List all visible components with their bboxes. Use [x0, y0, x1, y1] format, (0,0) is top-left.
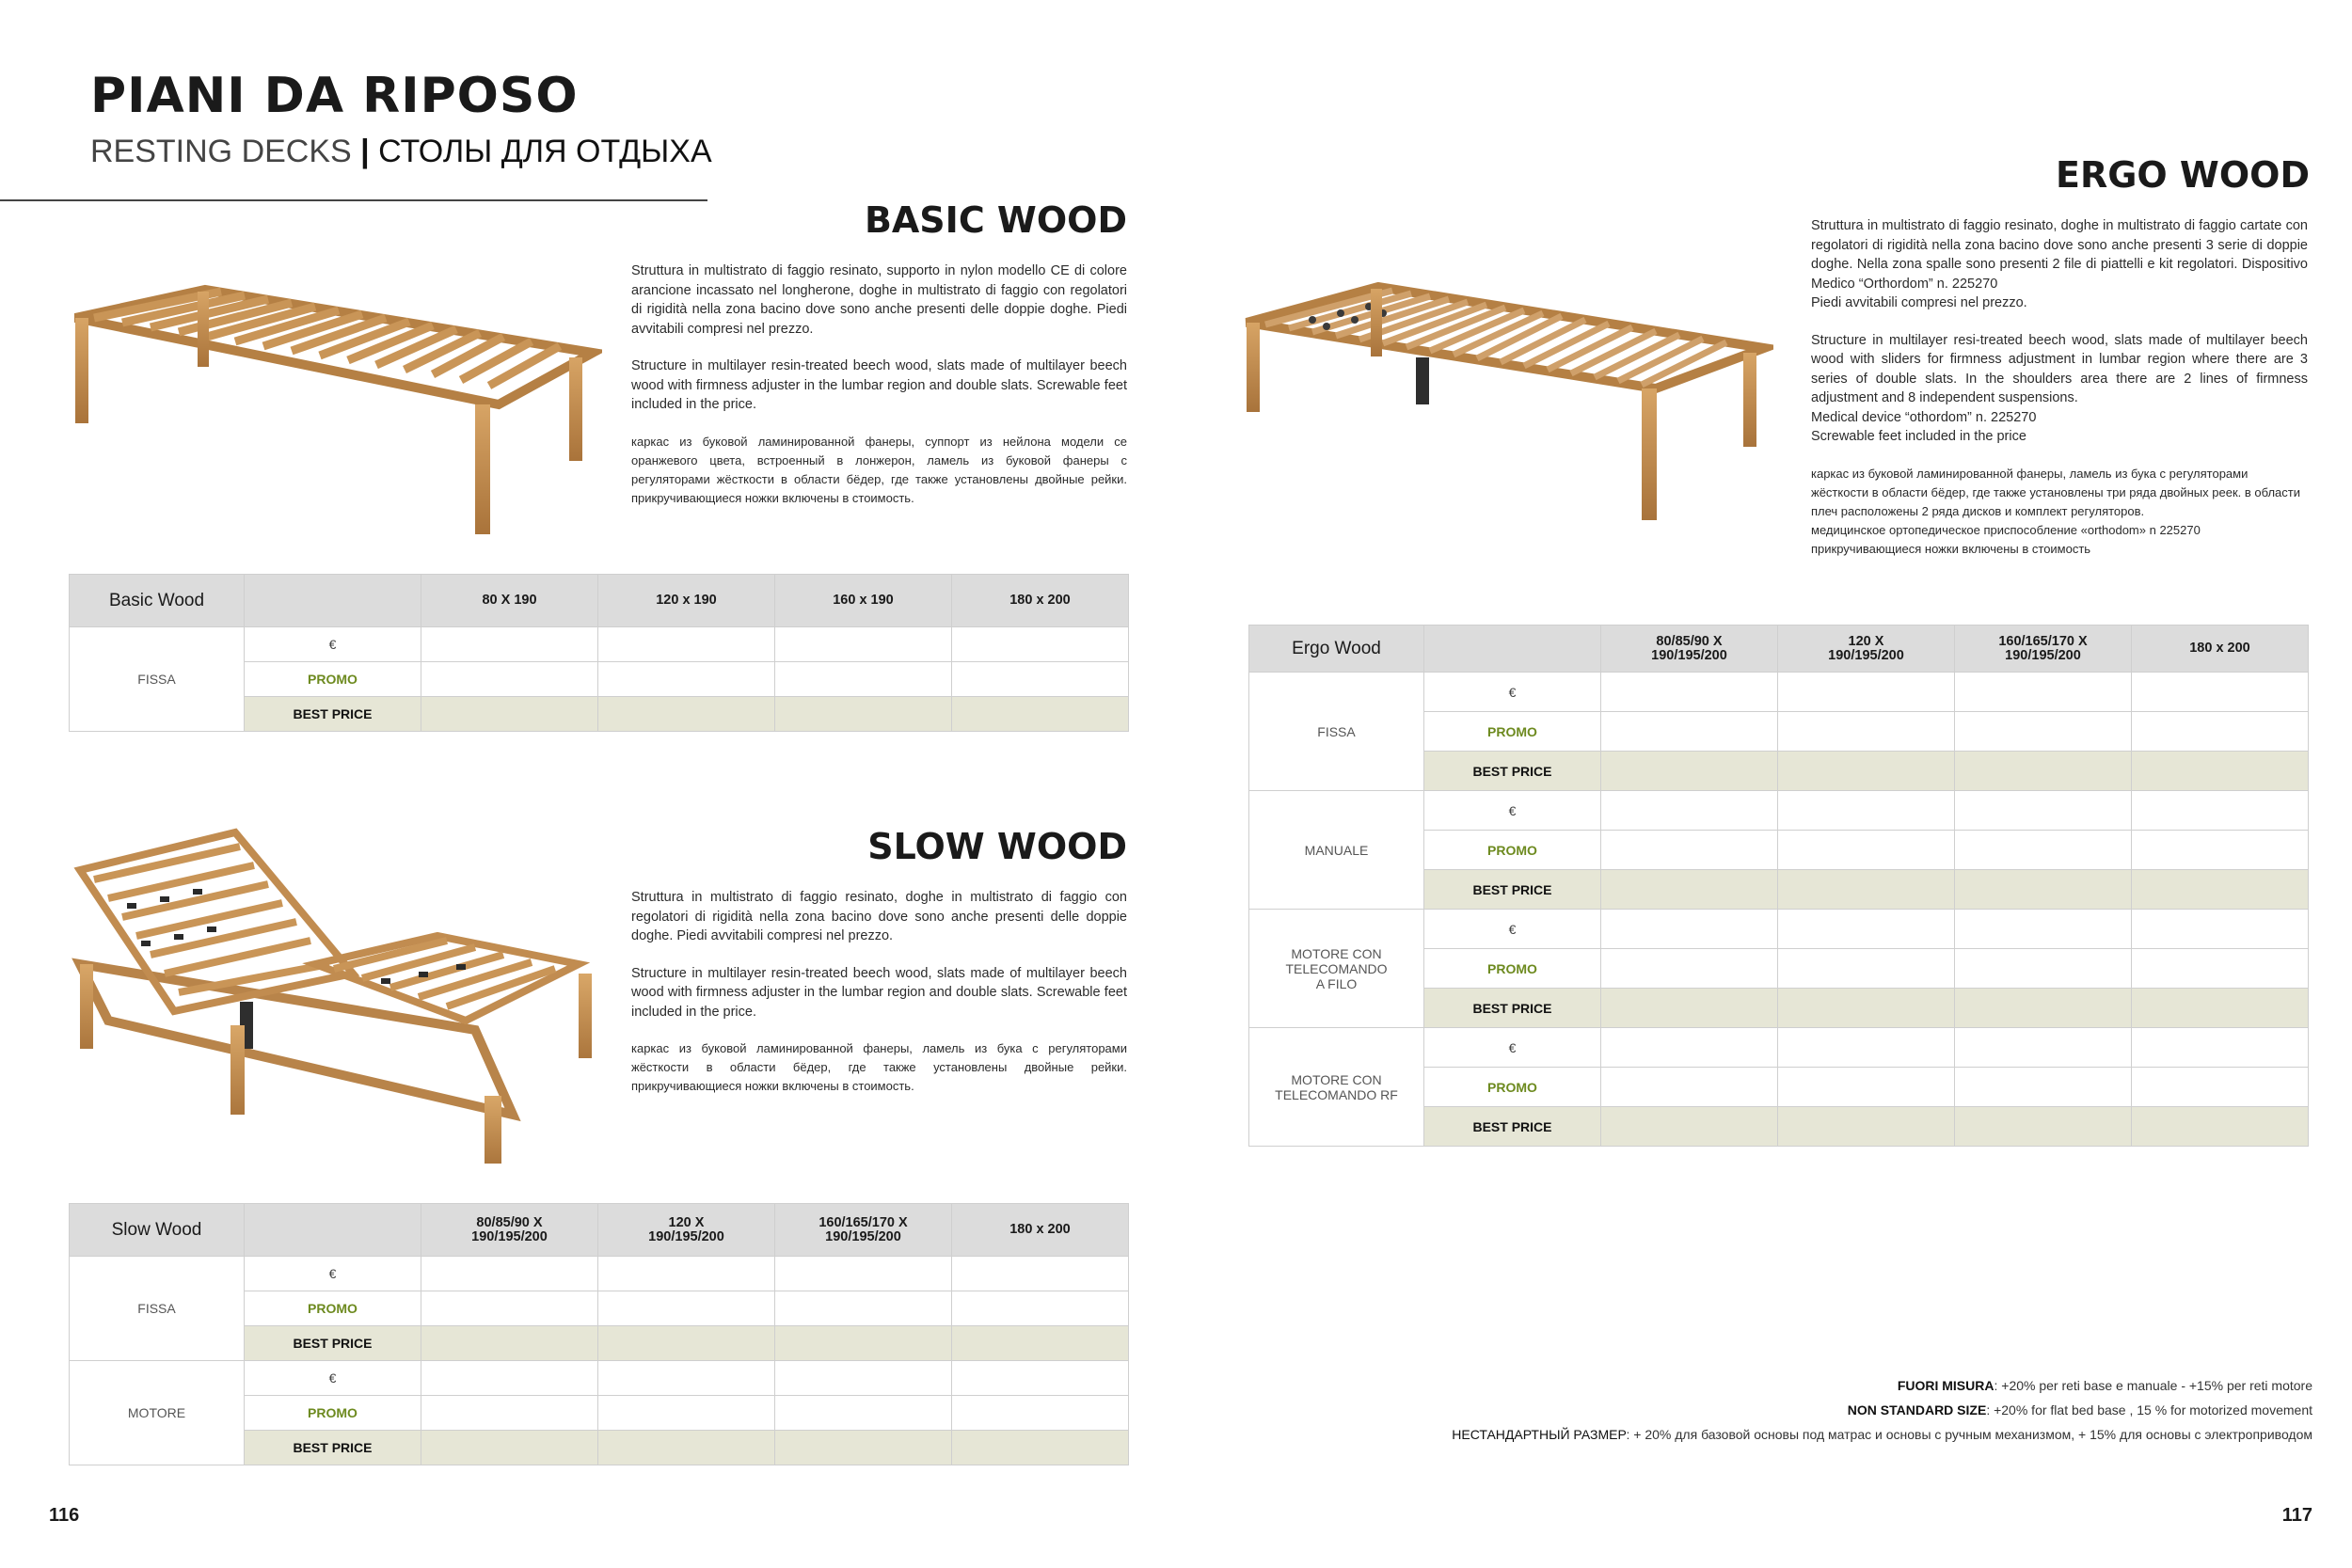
slow-wood-bed-image	[71, 823, 602, 1171]
table-name: Basic Wood	[70, 575, 245, 627]
table-name: Slow Wood	[70, 1204, 245, 1257]
variant-label: MOTORE CON TELECOMANDO RF	[1249, 1028, 1424, 1147]
size-header: 80/85/90 X 190/195/200	[421, 1204, 598, 1257]
table-header-blank	[245, 575, 421, 627]
table-name: Ergo Wood	[1249, 626, 1424, 673]
price-label-promo: PROMO	[1424, 949, 1601, 989]
note-line	[1278, 1373, 2312, 1398]
price-cell	[1778, 791, 1955, 831]
price-cell	[421, 1257, 598, 1291]
basic-wood-bed-image	[56, 263, 602, 546]
price-cell	[1955, 1107, 2132, 1147]
price-label-best: BEST PRICE	[245, 697, 421, 732]
size-header: 160/165/170 X 190/195/200	[1955, 626, 2132, 673]
price-cell	[598, 1326, 775, 1361]
price-label-best: BEST PRICE	[1424, 752, 1601, 791]
price-cell	[1778, 870, 1955, 910]
slow-desc-it: Struttura in multistrato di faggio resinato, doghe in multistrato di faggio con regolatori di rigidità nella zona bacino dove sono anche presenti delle doppie doghe. Piedi avvitabili compresi nel prezzo.	[631, 890, 1127, 943]
variant-label: MOTORE CON TELECOMANDO A FILO	[1249, 910, 1424, 1028]
size-header: 120 x 190	[598, 575, 775, 627]
price-cell	[952, 1257, 1129, 1291]
price-label-euro: €	[245, 1361, 421, 1396]
size-header: 180 x 200	[2132, 626, 2309, 673]
price-label-promo: PROMO	[245, 662, 421, 697]
price-cell	[2132, 989, 2309, 1028]
note-label: НЕСТАНДАРТНЫЙ РАЗМЕР	[1452, 1427, 1627, 1442]
price-label-euro: €	[1424, 910, 1601, 949]
price-cell	[775, 697, 952, 732]
ergo-wood-description	[1811, 216, 2308, 577]
price-cell	[1601, 712, 1778, 752]
price-cell	[775, 1291, 952, 1326]
price-cell	[2132, 712, 2309, 752]
price-cell	[1955, 1068, 2132, 1107]
price-cell	[598, 662, 775, 697]
price-cell	[952, 697, 1129, 732]
size-header: 160 x 190	[775, 575, 952, 627]
price-label-best: BEST PRICE	[1424, 870, 1601, 910]
size-header: 160/165/170 X 190/195/200	[775, 1204, 952, 1257]
price-cell	[421, 697, 598, 732]
price-cell	[952, 1431, 1129, 1465]
price-cell	[952, 627, 1129, 662]
price-cell	[1955, 1028, 2132, 1068]
table-header-blank	[1424, 626, 1601, 673]
ergo-desc-en: Structure in multilayer resi-treated beech wood, slats made of multilayer beech wood with sliders for firmness adjustment in lumbar region where there are 3 series of double slats. In the shoulders area there are 2 lines of firmness adjustment and 8 independent suspensions. Medical device “othordom” n. 225270 Screwable feet included in the price	[1811, 332, 2308, 444]
price-cell	[2132, 949, 2309, 989]
price-cell	[2132, 1107, 2309, 1147]
price-cell	[421, 1396, 598, 1431]
ergo-wood-title: ERGO WOOD	[2055, 154, 2310, 196]
price-cell	[1601, 949, 1778, 989]
note-line	[1278, 1398, 2312, 1422]
price-cell	[952, 1361, 1129, 1396]
note-text: : +20% for flat bed base , 15 % for motorized movement	[1986, 1402, 2312, 1418]
price-cell	[1601, 989, 1778, 1028]
price-cell	[1778, 989, 1955, 1028]
price-cell	[598, 1396, 775, 1431]
price-cell	[2132, 673, 2309, 712]
price-cell	[1955, 831, 2132, 870]
price-cell	[1778, 673, 1955, 712]
price-cell	[1955, 752, 2132, 791]
price-cell	[1601, 870, 1778, 910]
price-cell	[1601, 1028, 1778, 1068]
price-cell	[1601, 910, 1778, 949]
variant-label: FISSA	[1249, 673, 1424, 791]
price-cell	[598, 1291, 775, 1326]
table-header-blank	[245, 1204, 421, 1257]
price-cell	[952, 1291, 1129, 1326]
price-cell	[598, 1361, 775, 1396]
price-cell	[1778, 949, 1955, 989]
price-cell	[1601, 673, 1778, 712]
price-cell	[1601, 791, 1778, 831]
basic-wood-price-table	[69, 574, 1129, 732]
ergo-desc-ru: каркас из буковой ламинированной фанеры, ламель из бука с регуляторами жёсткости в области бёдер, где также установлены три ряда двойных реек. в области плеч расположены 2 ряда дисков и комплект регуляторов. медицинское ортопедическое приспособление «orthodom» n 225270 прикручивающиеся ножки включены в стоимость	[1811, 466, 2300, 556]
price-cell	[1955, 870, 2132, 910]
price-cell	[1955, 712, 2132, 752]
price-cell	[1778, 910, 1955, 949]
price-cell	[1778, 712, 1955, 752]
price-cell	[1955, 949, 2132, 989]
slow-wood-price-table	[69, 1203, 1129, 1465]
price-label-best: BEST PRICE	[1424, 1107, 1601, 1147]
price-cell	[1955, 910, 2132, 949]
price-cell	[1601, 1107, 1778, 1147]
price-label-best: BEST PRICE	[245, 1431, 421, 1465]
size-header: 80 X 190	[421, 575, 598, 627]
ergo-desc-it: Struttura in multistrato di faggio resinato, doghe in multistrato di faggio cartate con regolatori di rigidità nella zona bacino dove sono anche presenti 3 serie di doppie doghe. Nella zona spalle sono presenti 2 file di piattelli e kit regolatori. Dispositivo Medico “Orthordom” n. 225270 Piedi avvitabili compresi nel prezzo.	[1811, 218, 2308, 310]
price-cell	[421, 1326, 598, 1361]
slow-wood-description	[631, 888, 1127, 1114]
price-cell	[1778, 1068, 1955, 1107]
price-cell	[775, 1361, 952, 1396]
price-cell	[1601, 752, 1778, 791]
price-cell	[421, 1361, 598, 1396]
price-label-promo: PROMO	[245, 1291, 421, 1326]
size-header: 120 X 190/195/200	[1778, 626, 1955, 673]
price-cell	[598, 697, 775, 732]
size-surcharge-notes	[1278, 1373, 2312, 1447]
page-subtitle	[90, 134, 712, 170]
price-cell	[775, 627, 952, 662]
note-text: : + 20% для базовой основы под матрас и основы с ручным механизмом, + 15% для основы с электроприводом	[1626, 1427, 2312, 1442]
page-number-left: 116	[49, 1505, 80, 1526]
price-label-euro: €	[1424, 673, 1601, 712]
price-cell	[2132, 1028, 2309, 1068]
price-cell	[2132, 791, 2309, 831]
price-cell	[421, 1291, 598, 1326]
variant-label: MOTORE	[70, 1361, 245, 1465]
price-label-euro: €	[245, 627, 421, 662]
price-label-best: BEST PRICE	[1424, 989, 1601, 1028]
price-cell	[598, 1257, 775, 1291]
basic-wood-description	[631, 261, 1127, 526]
price-cell	[1955, 673, 2132, 712]
basic-wood-title: BASIC WOOD	[864, 199, 1127, 241]
price-cell	[2132, 752, 2309, 791]
price-label-best: BEST PRICE	[245, 1326, 421, 1361]
basic-desc-it: Struttura in multistrato di faggio resinato, supporto in nylon modello CE di colore arancione incassato nel longherone, doghe in multistrato di faggio con regolatori di rigidità nella zona bacino dove sono anche presenti delle doppie doghe. Piedi avvitabili compresi nel prezzo.	[631, 263, 1127, 337]
price-cell	[598, 1431, 775, 1465]
price-cell	[421, 1431, 598, 1465]
price-cell	[775, 1396, 952, 1431]
page-number-right: 117	[2281, 1505, 2312, 1526]
price-cell	[775, 1431, 952, 1465]
size-header: 180 x 200	[952, 575, 1129, 627]
price-label-promo: PROMO	[1424, 712, 1601, 752]
price-cell	[952, 1396, 1129, 1431]
price-label-euro: €	[245, 1257, 421, 1291]
price-cell	[775, 1257, 952, 1291]
note-text: : +20% per reti base e manuale - +15% per reti motore	[1994, 1378, 2312, 1393]
price-label-promo: PROMO	[1424, 1068, 1601, 1107]
size-header: 180 x 200	[952, 1204, 1129, 1257]
slow-desc-ru: каркас из буковой ламинированной фанеры, ламель из бука с регуляторами жёсткости в области бёдер, где также установлены двойные рейки. прикручивающиеся ножки включены в стоимость.	[631, 1041, 1127, 1093]
size-header: 80/85/90 X 190/195/200	[1601, 626, 1778, 673]
price-label-euro: €	[1424, 791, 1601, 831]
price-cell	[2132, 831, 2309, 870]
variant-label: FISSA	[70, 1257, 245, 1361]
variant-label: MANUALE	[1249, 791, 1424, 910]
price-cell	[952, 1326, 1129, 1361]
price-label-euro: €	[1424, 1028, 1601, 1068]
variant-label: FISSA	[70, 627, 245, 732]
basic-desc-en: Structure in multilayer resin-treated beech wood, slats made of multilayer beech wood with firmness adjuster in the lumbar region and double slats. Screwable feet included in the price.	[631, 358, 1127, 412]
subtitle-ru: СТОЛЫ ДЛЯ ОТДЫХА	[378, 134, 712, 169]
price-cell	[775, 1326, 952, 1361]
price-cell	[598, 627, 775, 662]
subtitle-separator: |	[351, 134, 379, 169]
ergo-wood-price-table	[1248, 625, 2309, 1147]
slow-desc-en: Structure in multilayer resin-treated beech wood, slats made of multilayer beech wood with firmness adjuster in the lumbar region and double slats. Screwable feet included in the price.	[631, 965, 1127, 1020]
price-cell	[1778, 831, 1955, 870]
price-cell	[1778, 752, 1955, 791]
price-cell	[421, 662, 598, 697]
price-cell	[775, 662, 952, 697]
price-cell	[1778, 1107, 1955, 1147]
price-label-promo: PROMO	[1424, 831, 1601, 870]
basic-desc-ru: каркас из буковой ламинированной фанеры, суппорт из нейлона модели се оранжевого цвета, встроенный в лонжерон, ламель из буковой фанеры с регуляторами жёсткости в области бёдер, где также установлены двойные рейки. прикручивающиеся ножки включены в стоимость.	[631, 434, 1127, 505]
price-cell	[2132, 870, 2309, 910]
ergo-wood-bed-image	[1237, 268, 1773, 531]
price-cell	[421, 627, 598, 662]
note-line	[1278, 1422, 2312, 1447]
price-cell	[1601, 831, 1778, 870]
note-label: NON STANDARD SIZE	[1847, 1402, 1987, 1418]
subtitle-en: RESTING DECKS	[90, 134, 352, 169]
price-cell	[1955, 791, 2132, 831]
price-cell	[2132, 1068, 2309, 1107]
price-cell	[952, 662, 1129, 697]
header-divider	[0, 199, 707, 201]
price-label-promo: PROMO	[245, 1396, 421, 1431]
page-title: PIANI DA RIPOSO	[90, 68, 579, 124]
slow-wood-title: SLOW WOOD	[867, 826, 1127, 867]
size-header: 120 X 190/195/200	[598, 1204, 775, 1257]
price-cell	[1955, 989, 2132, 1028]
price-cell	[1601, 1068, 1778, 1107]
price-cell	[1778, 1028, 1955, 1068]
note-label: FUORI MISURA	[1897, 1378, 1994, 1393]
price-cell	[2132, 910, 2309, 949]
